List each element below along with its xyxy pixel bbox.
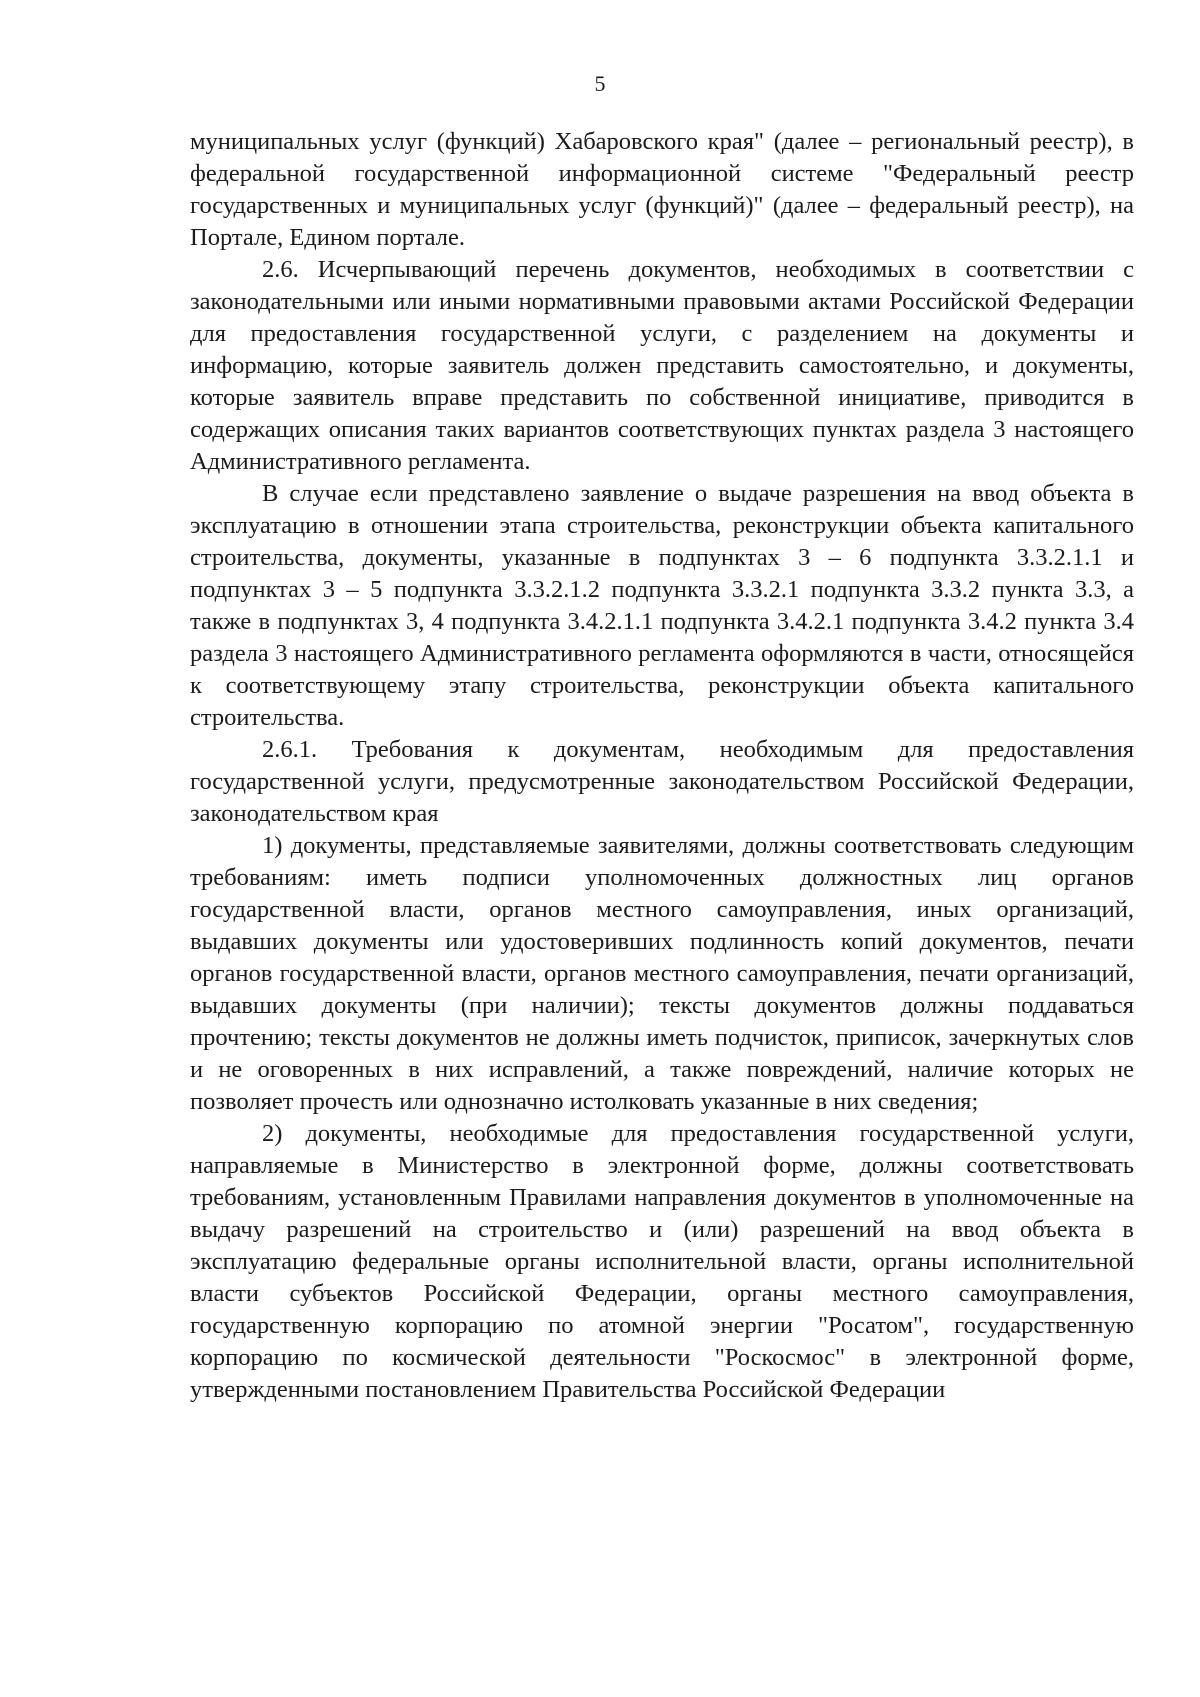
paragraph-stage-case: В случае если представлено заявление о выдаче разрешения на ввод объекта в эксплуатацию в отношении этапа строительства, реконструкции объекта капитального строительства, документы, указанные в подпунктах 3 – 6 подпункта 3.3.2.1.1 и подпунктах 3 – 5 подпункта 3.3.2.1.2 подпункта 3.3.2.1 подпункта 3.3.2 пункта 3.3, а также в подпунктах 3, 4 подпункта 3.4.2.1.1 подпункта 3.4.2.1 подпункта 3.4.2 пункта 3.4 раздела 3 настоящего Административного регламента оформляются в части, относящейся к соответствующему этапу строительства, реконструкции объекта капитального строительства.: [190, 480, 1134, 731]
page-number: 5: [594, 71, 606, 96]
paragraph-item-2: 2) документы, необходимые для предоставления государственной услуги, направляемые в Министерство в электронной форме, должны соответствовать требованиям, установленным Правилами направления документов в уполномоченные на выдачу разрешений на строительство и (или) разрешений на ввод объекта в эксплуатацию федеральные органы исполнительной власти, органы исполнительной власти субъектов Российской Федерации, органы местного самоуправления, государственную корпорацию по атомной энергии "Росатом", государственную корпорацию по космической деятельности "Роскосмос" в электронной форме, утвержденными постановлением Правительства Российской Федерации: [190, 1120, 1134, 1403]
paragraph-2-6: 2.6. Исчерпывающий перечень документов, необходимых в соответствии с законодательными или иными нормативными правовыми актами Российской Федерации для предоставления государственной услуги, с разделением на документы и информацию, которые заявитель должен представить самостоятельно, и документы, которые заявитель вправе представить по собственной инициативе, приводится в содержащих описания таких вариантов соответствующих пунктах раздела 3 настоящего Административного регламента.: [190, 256, 1134, 475]
paragraph-2-6-1: 2.6.1. Требования к документам, необходимым для предоставления государственной услуги, предусмотренные законодательством Российской Федерации, законодательством края: [190, 736, 1134, 827]
paragraph-item-1: 1) документы, представляемые заявителями, должны соответствовать следующим требованиям: иметь подписи уполномоченных должностных лиц органов государственной власти, органов местного самоуправления, иных организаций, выдавших документы или удостоверивших подлинность копий документов, печати органов государственной власти, органов местного самоуправления, печати организаций, выдавших документы (при наличии); тексты документов должны поддаваться прочтению; тексты документов не должны иметь подчисток, приписок, зачеркнутых слов и не оговоренных в них исправлений, а также повреждений, наличие которых не позволяет прочесть или однозначно истолковать указанные в них сведения;: [190, 832, 1134, 1115]
paragraph-continuation: муниципальных услуг (функций) Хабаровского края" (далее – региональный реестр), в федеральной государственной информационной системе "Федеральный реестр государственных и муниципальных услуг (функций)" (далее – федеральный реестр), на Портале, Едином портале.: [190, 128, 1134, 251]
document-body: [190, 126, 1134, 1406]
